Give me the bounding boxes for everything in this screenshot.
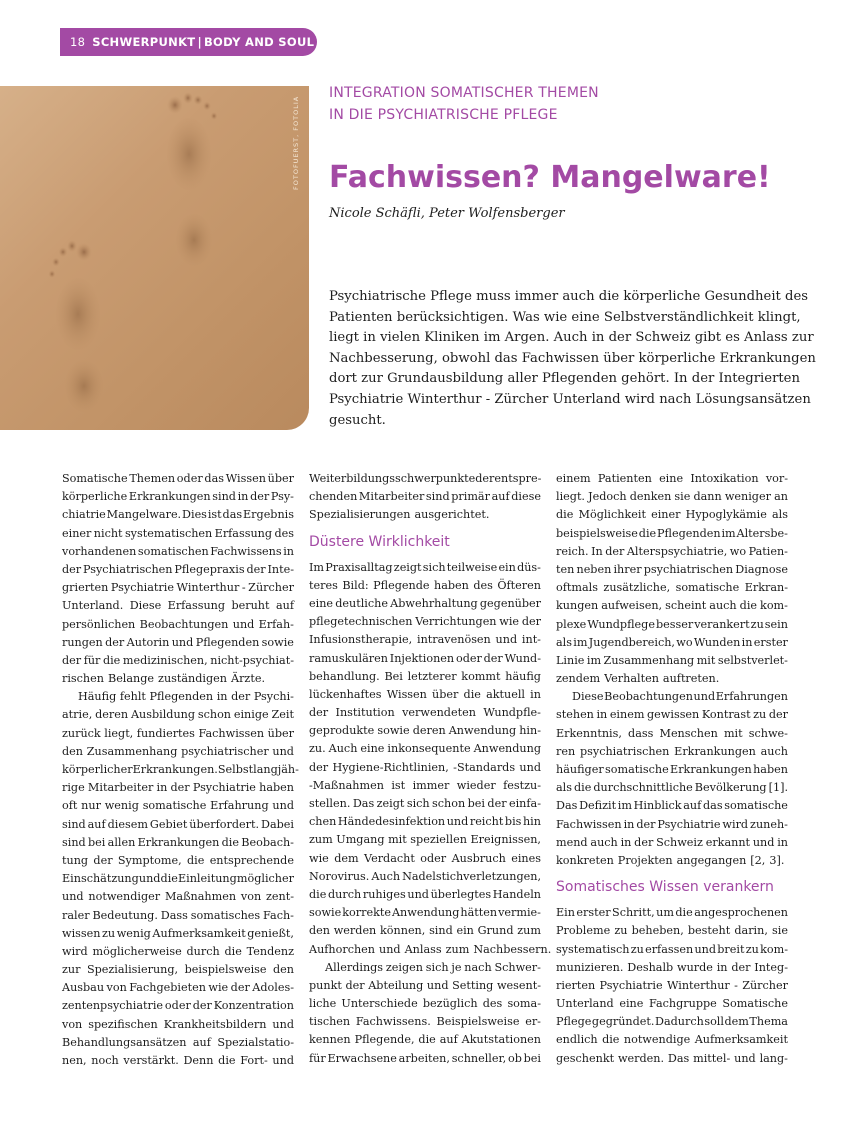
lead-line: liegt in vielen Kliniken im Argen. Auch in der Schweiz gibt es Anlass zur (329, 330, 814, 346)
body-text-line: Ausbau von Fachgebieten wie der Adoles- (62, 981, 294, 995)
body-text-line: punkt der Abteilung und Setting wesent- (309, 978, 541, 992)
body-text-line: zentenpsychiatrie oder der Konzentration (62, 999, 294, 1013)
body-text-line: Einschätzung und die Einleitung möglicher (62, 872, 294, 886)
body-column-1 (62, 470, 299, 1070)
body-text-line: Aufhorchen und Anlass zum Nachbessern. (309, 942, 552, 956)
body-text-line: rige Mitarbeiter in der Psychiatrie haben (62, 781, 294, 795)
body-text-line: körperliche Erkrankungen sind in der Psy- (62, 490, 294, 504)
article-title: Fachwissen? Mangelware! (329, 160, 771, 195)
body-text-line: Fachwissen in der Psychiatrie wird zuneh- (556, 817, 788, 831)
section-header (60, 28, 317, 56)
body-text-line: Probleme zu beheben, besteht darin, sie (556, 924, 788, 938)
lead-line: dort zur Grundausbildung aller Pflegenden gehört. In der Integrierten (329, 371, 800, 387)
section-heading: Somatisches Wissen verankern (556, 879, 774, 896)
body-text-line: der Hygiene-Richtlinien, -Standards und (309, 760, 541, 774)
footprint-lower (49, 240, 104, 412)
body-text-line: sind auf diesem Gebiet überfordert. Dabei (62, 817, 294, 831)
body-text-line: raler Bedeutung. Dass somatisches Fach- (62, 908, 294, 922)
body-text-line: tung der Symptome, die entsprechende (62, 853, 294, 867)
body-text-line: Infusionstherapie, intravenösen und int- (309, 633, 541, 647)
lead-line: Psychiatrische Pflege muss immer auch die körperliche Gesundheit des (329, 289, 809, 304)
body-text-line: chenden Mitarbeiter sind primär auf diese (309, 490, 541, 504)
body-text-line: -Maßnahmen ist immer wieder festzu- (309, 778, 541, 792)
body-text-line: wie dem Verdacht oder Ausbruch eines (309, 851, 541, 865)
body-text-line: Spezialisierungen ausgerichtet. (309, 508, 490, 522)
body-text-line: plexe Wundpflege besser verankert zu sein (556, 617, 788, 631)
body-text-line: und notwendiger Maßnahmen von zent- (62, 890, 294, 904)
body-text-line: zurück liegt, fundiertes Fachwissen über (62, 726, 294, 740)
footprints-photo (0, 86, 309, 430)
body-text-line: als im Jugendbereich, wo Wunden in erster (556, 635, 788, 649)
body-text-line: Pflege gegründet. Dadurch soll dem Thema (556, 1015, 788, 1029)
body-text-line: mend auch in der Schweiz erkannt und in (556, 835, 788, 849)
footprints-illustration (0, 86, 309, 430)
article-lead (329, 287, 816, 431)
body-text-line: Unterland eine Fachgruppe Somatische (556, 997, 788, 1011)
body-text-line: der für die medizinischen, nicht-psychiat- (62, 653, 294, 667)
article-kicker (329, 82, 749, 126)
lead-line: gesucht. (329, 412, 386, 428)
kicker-line: IN DIE PSYCHIATRISCHE PFLEGE (329, 107, 558, 123)
section-label: SCHWERPUNKT (92, 35, 196, 49)
body-text-line: kungen aufweisen, scheint auch die kom- (556, 599, 788, 613)
body-text-line: für Erwachsene arbeiten, schneller, ob bei (309, 1051, 541, 1065)
body-text-line: wird möglicherweise durch die Tendenz (62, 944, 294, 958)
body-text-line: liche Unterschiede bezüglich des soma- (309, 997, 541, 1011)
body-text-line: oft nur wenig somatische Erfahrung und (62, 799, 294, 813)
body-text-line: lückenhaftes Wissen über die aktuell in (309, 687, 541, 701)
body-text-line: rungen der Autorin und Pflegenden sowie (62, 635, 294, 649)
body-text-line: Somatische Themen oder das Wissen über (62, 472, 294, 485)
body-text-line: ren psychiatrischen Erkrankungen auch (556, 744, 788, 758)
body-text-line: Diese Beobachtungen und Erfahrungen (572, 690, 788, 704)
body-text-line: kennen Pflegende, die auf Akutstationen (309, 1033, 541, 1047)
body-text-line: liegt. Jedoch denken sie dann weniger an (556, 490, 788, 504)
body-text-line: endlich die notwendige Aufmerksamkeit (556, 1033, 788, 1047)
body-text-line: chiatrie Mangelware. Dies ist das Ergebnis (62, 508, 294, 522)
body-text-line: rierten Psychiatrie Winterthur - Zürcher (556, 978, 788, 992)
body-text-line: oftmals zusätzliche, somatische Erkran- (556, 581, 788, 595)
lead-line: Nachbesserung, obwohl das Fachwissen über körperliche Erkrankungen (329, 350, 816, 366)
body-text-line: stellen. Das zeigt sich schon bei der einfa- (309, 797, 541, 810)
body-text-line: als die durchschnittliche Bevölkerung [1]. (556, 781, 788, 795)
body-text-line: Unterland. Diese Erfassung beruht auf (62, 599, 294, 613)
body-text-line: vorhandenen somatischen Fachwissens in (62, 544, 294, 558)
body-column-2 (309, 470, 552, 1068)
body-text-line: Erkenntnis, dass Menschen mit schwe- (556, 726, 788, 740)
body-text-line: chen Händedesinfektion und reicht bis hin (309, 815, 541, 829)
body-text-line: körperlicher Erkrankungen. Selbst langjäh- (62, 763, 299, 776)
body-text-line: Das Defizit im Hinblick auf das somatische (556, 799, 788, 813)
body-text-line: von spezifischen Krankheitsbildern und (62, 1017, 294, 1031)
kicker-line: INTEGRATION SOMATISCHER THEMEN (329, 85, 599, 101)
body-text-line: systematisch zu erfassen und breit zu kom- (556, 942, 788, 956)
body-text-line: ramuskulären Injektionen oder der Wund- (309, 651, 541, 665)
body-text-line: zu. Auch eine inkonsequente Anwendung (309, 742, 541, 756)
section-separator: | (197, 35, 202, 49)
body-text-line: Allerdings zeigen sich je nach Schwer- (325, 960, 541, 974)
body-text-line: persönlichen Beobachtungen und Erfah- (62, 617, 294, 631)
body-text-line: die Möglichkeit einer Hypoglykämie als (556, 508, 788, 522)
body-text-line: zendem Verhalten auftreten. (556, 672, 720, 686)
body-text-line: einem Patienten eine Intoxikation vor- (556, 472, 788, 485)
section-heading: Düstere Wirklichkeit (309, 533, 450, 550)
body-text-line: nen, noch verstärkt. Denn die Fort- und (62, 1054, 294, 1067)
body-text-line: Weiterbildungsschwerpunkte der entspre- (309, 472, 542, 485)
body-text-line: konkreten Projekten angegangen [2, 3]. (556, 853, 785, 867)
body-text-line: zur Spezialisierung, beispielsweise den (62, 963, 294, 977)
body-text-line: Norovirus. Auch Nadelstichverletzungen, (309, 869, 541, 883)
body-text-line: beispielsweise die Pflegenden im Altersbe- (556, 526, 788, 540)
body-text-line: Ein erster Schritt, um die angesprochenen (556, 906, 788, 920)
body-text-line: tischen Fachwissens. Beispielsweise er- (309, 1015, 541, 1029)
lead-line: Patienten berücksichtigen. Was wie eine Selbstverständlichkeit klingt, (329, 309, 801, 325)
body-text-line: sowie korrekte Anwendung hätten vermie- (309, 906, 541, 920)
body-text-line: stehen in einem gewissen Kontrast zu der (556, 708, 788, 722)
body-text-line: wissen zu wenig Aufmerksamkeit genießt, (62, 926, 294, 940)
body-text-line: pflegetechnischen Verrichtungen wie der (309, 615, 541, 629)
body-text-line: Im Praxisalltag zeigt sich teilweise ein düs- (309, 560, 541, 574)
body-text-line: teres Bild: Pflegende haben des Öfteren (309, 578, 541, 592)
body-text-line: rischen Belange zuständigen Ärzte. (62, 672, 265, 686)
body-text-line: den Zusammenhang psychiatrischer und (62, 744, 294, 758)
body-text-line: ten neben ihrer psychiatrischen Diagnose (556, 562, 788, 576)
article-authors: Nicole Schäfli, Peter Wolfensberger (329, 206, 565, 221)
body-text-line: atrie, deren Ausbildung schon einige Zeit (62, 708, 294, 722)
lead-line: Psychiatrie Winterthur - Zürcher Unterland wird nach Lösungsansätzen (329, 391, 811, 407)
body-column-3 (556, 470, 788, 1068)
body-text-line: reich. In der Alterspsychiatrie, wo Patien- (556, 544, 788, 558)
body-text-line: der Institution verwendeten Wundpfle- (309, 706, 541, 720)
body-text-line: zum Umgang mit speziellen Ereignissen, (309, 833, 541, 847)
footprint-upper (167, 92, 218, 266)
body-text-line: häufiger somatische Erkrankungen haben (556, 763, 788, 776)
body-text-line: der Psychiatrischen Pflegepraxis der Inte- (62, 562, 294, 576)
body-text-line: die durch ruhiges und überlegtes Handeln (309, 887, 541, 901)
body-text-line: behandlung. Bei letzterer kommt häufig (309, 669, 541, 683)
body-text-line: einer nicht systematischen Erfassung des (62, 526, 294, 540)
body-text-line: geprodukte sowie deren Anwendung hin- (309, 724, 541, 738)
subsection-label: BODY AND SOUL (203, 35, 315, 49)
body-text-line: Häufig fehlt Pflegenden in der Psychi- (78, 690, 294, 704)
body-text-line: Linie im Zusammenhang mit selbstverlet- (556, 653, 788, 667)
photo-credit: FOTOFUERST, FOTOLIA (292, 95, 300, 190)
body-text-line: munizieren. Deshalb wurde in der Integ- (556, 960, 788, 974)
page-number: 18 (70, 35, 86, 49)
body-text-line: eine deutliche Abwehrhaltung gegenüber (309, 596, 541, 610)
body-text-line: den werden können, sind ein Grund zum (309, 924, 541, 938)
body-text-line: sind bei allen Erkrankungen die Beobach- (62, 835, 294, 849)
body-text-line: grierten Psychiatrie Winterthur - Zürcher (62, 581, 294, 595)
body-text-line: geschenkt werden. Das mittel- und lang- (556, 1051, 788, 1065)
body-text-line: Behandlungsansätzen auf Spezialstatio- (62, 1035, 294, 1049)
